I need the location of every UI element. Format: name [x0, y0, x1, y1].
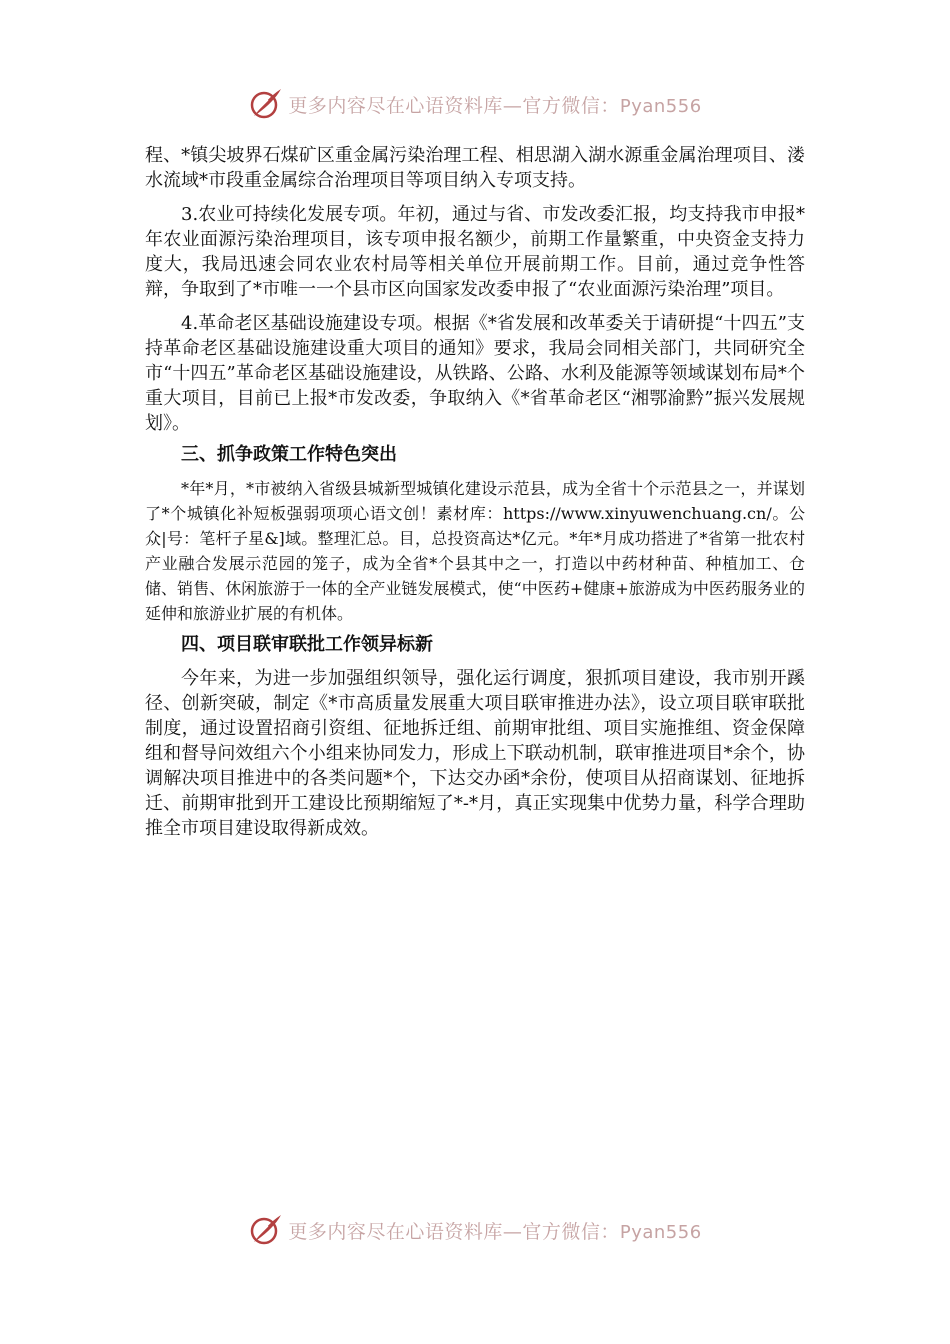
header-watermark-banner: [0, 84, 950, 124]
header-banner-text: [288, 91, 701, 118]
header-wechat-id: Pyan556: [619, 95, 702, 117]
header-banner-label: 更多内容尽在心语资料库—官方微信：: [288, 94, 620, 117]
footer-banner-text: [288, 1217, 701, 1244]
footer-wechat-id: Pyan556: [619, 1221, 702, 1243]
footer-watermark-banner: [0, 1210, 950, 1250]
paragraph-revolutionary-areas: 4.革命老区基础设施建设专项。根据《*省发展和改革委关于请研提“十四五”支持革命老区基础设施建设重大项目的通知》要求，我局会同相关部门，共同研究全市“十四五”革命老区基础设施建设，从铁路、公路、水利及能源等领域谋划布局*个重大项目，目前已上报*市发改委，争取纳入《*省革命老区“湘鄂渝黔”振兴发展规划》。: [145, 313, 805, 434]
quill-logo-icon: [248, 1212, 284, 1248]
paragraph-policy: *年*月，*市被纳入省级县城新型城镇化建设示范县，成为全省十个示范县之一，并谋划了*个城镇化补短板强弱项项心语文创！素材库：https://www.xinyuwenchuang.cn/。公众|号：笔杆子星&]域。整理汇总。目，总投资高达*亿元。*年*月成功搭进了*省第一批农村产业融合发展示范园的笼子，成为全省*个县其中之一，打造以中药材种苗、种植加工、仓储、销售、休闲旅游于一体的全产业链发展模式，使“中医药+健康+旅游成为中医药服务业的延伸和旅游业扩展的有机体。: [145, 479, 805, 623]
footer-banner-label: 更多内容尽在心语资料库—官方微信：: [288, 1220, 620, 1243]
paragraph-continuation: 程、*镇尖坡界石煤矿区重金属污染治理工程、相思湖入湖水源重金属治理项目、溇水流域*市段重金属综合治理项目等项目纳入专项支持。: [145, 145, 805, 191]
paragraph-joint-review: 今年来，为进一步加强组织领导，强化运行调度，狠抓项目建设，我市别开蹊径、创新突破，制定《*市高质量发展重大项目联审推进办法》，设立项目联审联批制度，通过设置招商引资组、征地拆迁组、前期审批组、项目实施推组、资金保障组和督导问效组六个小组来协同发力，形成上下联动机制，联审推进项目*余个，协调解决项目推进中的各类问题*个，下达交办函*余份，使项目从招商谋划、征地拆迁、前期审批到开工建设比预期缩短了*-*月，真正实现集中优势力量，科学合理助推全市项目建设取得新成效。: [145, 668, 805, 839]
document-body: [145, 143, 805, 841]
section-heading-4: 四、项目联审联批工作领异标新: [181, 634, 433, 655]
section-heading-3: 三、抓争政策工作特色突出: [181, 444, 397, 465]
quill-logo-icon: [248, 86, 284, 122]
paragraph-agriculture: 3.农业可持续化发展专项。年初，通过与省、市发改委汇报，均支持我市申报*年农业面源污染治理项目，该专项申报名额少，前期工作量繁重，中央资金支持力度大，我局迅速会同农业农村局等相关单位开展前期工作。目前，通过竞争性答辩，争取到了*市唯一一个县市区向国家发改委申报了“农业面源污染治理”项目。: [145, 204, 805, 300]
